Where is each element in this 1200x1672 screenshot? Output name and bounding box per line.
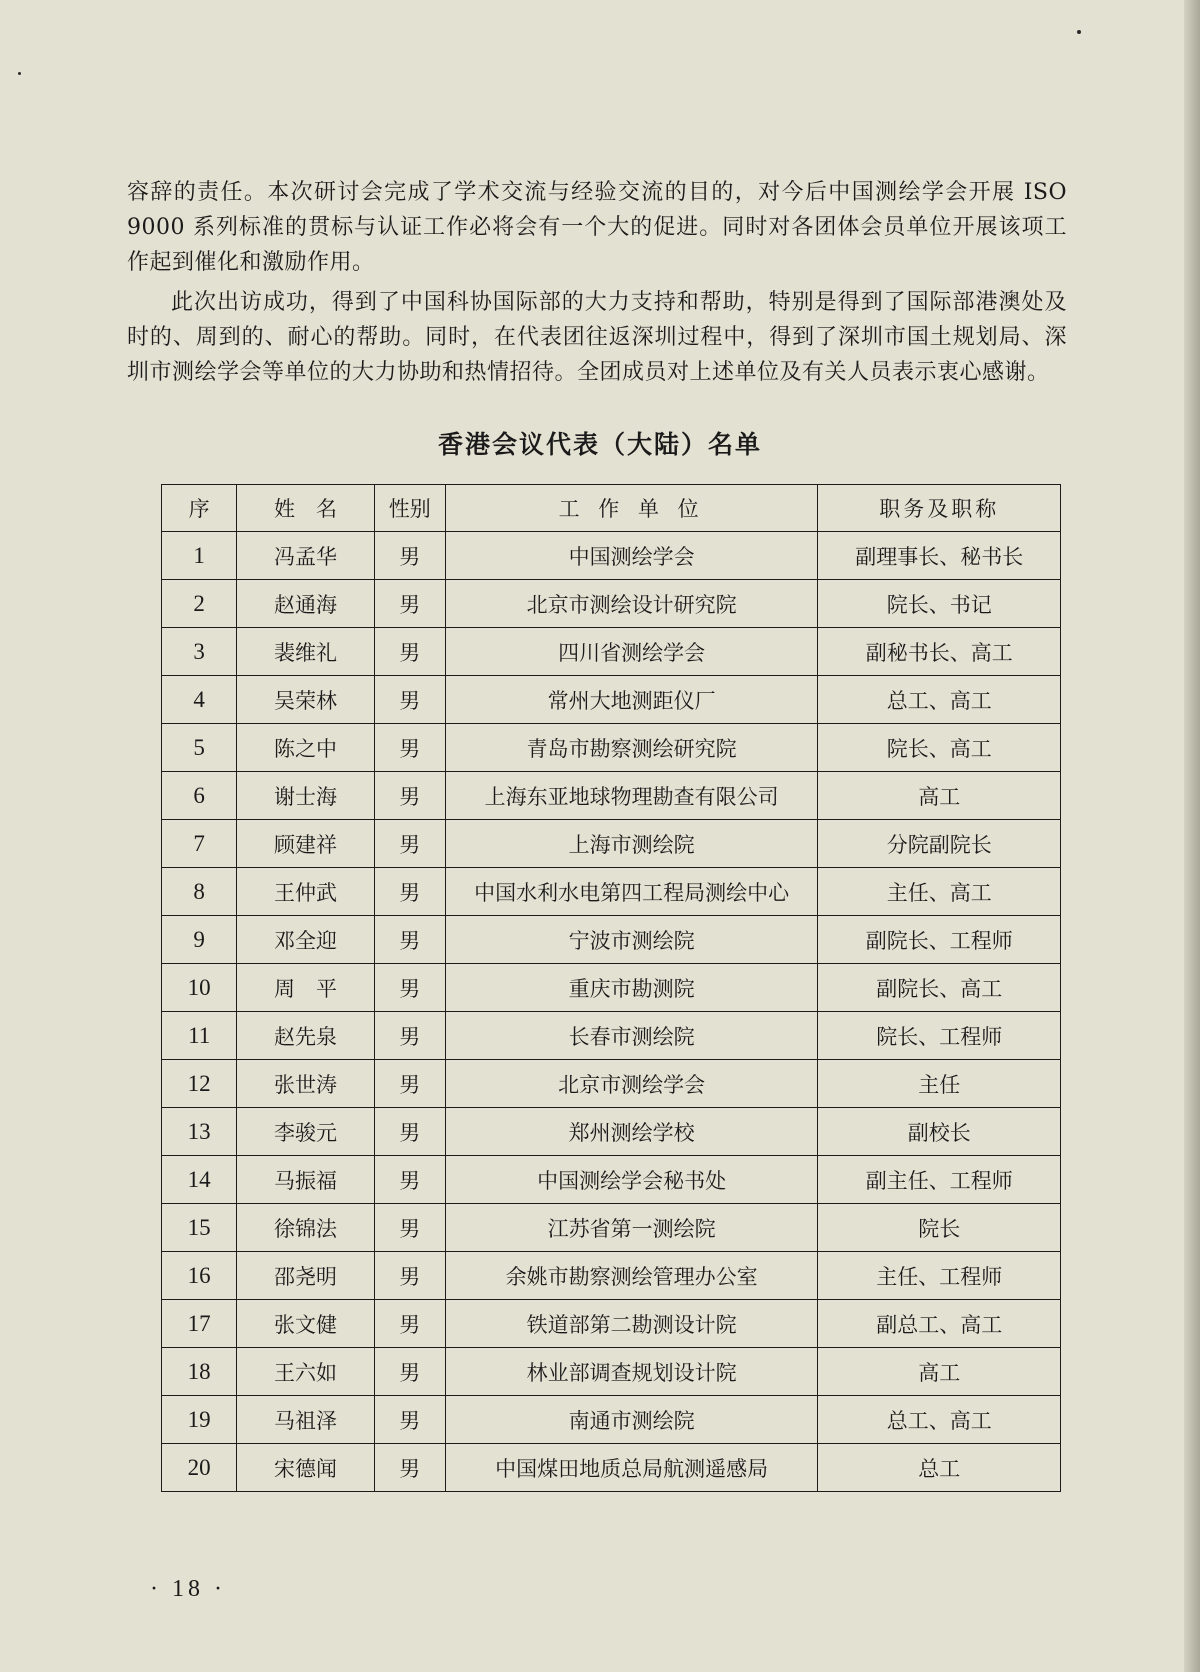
cell-sex: 男 (374, 1060, 445, 1108)
table-header-row (162, 485, 1061, 532)
list-title: 香港会议代表（大陆）名单 (437, 430, 762, 459)
cell-sex: 男 (374, 964, 445, 1012)
cell-name: 张文健 (237, 1300, 374, 1348)
cell-seq: 11 (162, 1012, 237, 1060)
cell-org: 林业部调查规划设计院 (445, 1348, 818, 1396)
delegate-table (161, 484, 1061, 1492)
cell-title: 总工、高工 (818, 676, 1061, 724)
cell-seq: 2 (162, 580, 237, 628)
cell-seq: 3 (162, 628, 237, 676)
cell-seq: 5 (162, 724, 237, 772)
page-edge-shadow (1184, 0, 1200, 1672)
cell-org: 郑州测绘学校 (445, 1108, 818, 1156)
table-row (162, 1444, 1061, 1492)
cell-name: 赵通海 (237, 580, 374, 628)
page-number: · 18 · (150, 1576, 226, 1602)
cell-name: 张世涛 (237, 1060, 374, 1108)
cell-seq: 4 (162, 676, 237, 724)
cell-seq: 16 (162, 1252, 237, 1300)
cell-title: 主任、高工 (818, 868, 1061, 916)
cell-sex: 男 (374, 1012, 445, 1060)
cell-title: 副院长、高工 (818, 964, 1061, 1012)
cell-seq: 9 (162, 916, 237, 964)
cell-sex: 男 (374, 868, 445, 916)
table-row (162, 916, 1061, 964)
cell-sex: 男 (374, 1204, 445, 1252)
cell-seq: 17 (162, 1300, 237, 1348)
cell-title: 副理事长、秘书长 (818, 532, 1061, 580)
body-paragraph-2: 此次出访成功，得到了中国科协国际部的大力支持和帮助，特别是得到了国际部港澳处及时的、周到的、耐心的帮助。同时，在代表团往返深圳过程中，得到了深圳市国土规划局、深圳市测绘学会等单位的大力协助和热情招待。全团成员对上述单位及有关人员表示衷心感谢。 (127, 290, 1067, 385)
cell-sex: 男 (374, 1252, 445, 1300)
table-row (162, 676, 1061, 724)
cell-seq: 8 (162, 868, 237, 916)
table-row (162, 964, 1061, 1012)
cell-title: 院长、高工 (818, 724, 1061, 772)
cell-org: 江苏省第一测绘院 (445, 1204, 818, 1252)
cell-sex: 男 (374, 820, 445, 868)
cell-title: 副主任、工程师 (818, 1156, 1061, 1204)
cell-title: 副总工、高工 (818, 1300, 1061, 1348)
cell-name: 王六如 (237, 1348, 374, 1396)
table-row (162, 628, 1061, 676)
cell-title: 主任 (818, 1060, 1061, 1108)
cell-seq: 14 (162, 1156, 237, 1204)
cell-sex: 男 (374, 1300, 445, 1348)
cell-title: 总工、高工 (818, 1396, 1061, 1444)
cell-org: 中国测绘学会秘书处 (445, 1156, 818, 1204)
cell-title: 主任、工程师 (818, 1252, 1061, 1300)
cell-name: 邓全迎 (237, 916, 374, 964)
cell-seq: 15 (162, 1204, 237, 1252)
cell-org: 上海市测绘院 (445, 820, 818, 868)
cell-seq: 19 (162, 1396, 237, 1444)
cell-org: 北京市测绘设计研究院 (445, 580, 818, 628)
cell-sex: 男 (374, 916, 445, 964)
cell-org: 长春市测绘院 (445, 1012, 818, 1060)
cell-sex: 男 (374, 676, 445, 724)
table-row (162, 1108, 1061, 1156)
cell-org: 上海东亚地球物理勘查有限公司 (445, 772, 818, 820)
table-row (162, 868, 1061, 916)
table-row (162, 1012, 1061, 1060)
cell-title: 高工 (818, 1348, 1061, 1396)
cell-org: 宁波市测绘院 (445, 916, 818, 964)
cell-sex: 男 (374, 772, 445, 820)
cell-name: 李骏元 (237, 1108, 374, 1156)
cell-name: 谢士海 (237, 772, 374, 820)
cell-name: 邵尧明 (237, 1252, 374, 1300)
cell-name: 宋德闻 (237, 1444, 374, 1492)
table-row (162, 1396, 1061, 1444)
table-row (162, 820, 1061, 868)
table-row (162, 1156, 1061, 1204)
cell-name: 裴维礼 (237, 628, 374, 676)
cell-name: 吴荣林 (237, 676, 374, 724)
cell-seq: 1 (162, 532, 237, 580)
table-row (162, 1204, 1061, 1252)
cell-name: 王仲武 (237, 868, 374, 916)
header-seq: 序 (162, 485, 237, 532)
cell-org: 青岛市勘察测绘研究院 (445, 724, 818, 772)
cell-title: 分院副院长 (818, 820, 1061, 868)
header-sex: 性别 (374, 485, 445, 532)
cell-seq: 7 (162, 820, 237, 868)
cell-sex: 男 (374, 1348, 445, 1396)
table-row (162, 532, 1061, 580)
table-row (162, 580, 1061, 628)
cell-name: 徐锦法 (237, 1204, 374, 1252)
cell-sex: 男 (374, 724, 445, 772)
cell-name: 赵先泉 (237, 1012, 374, 1060)
cell-seq: 12 (162, 1060, 237, 1108)
cell-org: 中国测绘学会 (445, 532, 818, 580)
cell-title: 副院长、工程师 (818, 916, 1061, 964)
cell-name: 马振福 (237, 1156, 374, 1204)
table-row (162, 1300, 1061, 1348)
cell-name: 顾建祥 (237, 820, 374, 868)
cell-sex: 男 (374, 1444, 445, 1492)
cell-seq: 6 (162, 772, 237, 820)
cell-title: 总工 (818, 1444, 1061, 1492)
cell-seq: 18 (162, 1348, 237, 1396)
table-row (162, 1252, 1061, 1300)
cell-name: 冯孟华 (237, 532, 374, 580)
paper-speck (18, 72, 21, 75)
header-title: 职务及职称 (818, 485, 1061, 532)
cell-seq: 13 (162, 1108, 237, 1156)
cell-org: 南通市测绘院 (445, 1396, 818, 1444)
cell-name: 马祖泽 (237, 1396, 374, 1444)
cell-name: 周 平 (237, 964, 374, 1012)
cell-title: 院长 (818, 1204, 1061, 1252)
table-row (162, 1060, 1061, 1108)
table-row (162, 1348, 1061, 1396)
cell-sex: 男 (374, 628, 445, 676)
cell-org: 常州大地测距仪厂 (445, 676, 818, 724)
cell-org: 北京市测绘学会 (445, 1060, 818, 1108)
cell-seq: 20 (162, 1444, 237, 1492)
cell-org: 重庆市勘测院 (445, 964, 818, 1012)
table-row (162, 724, 1061, 772)
header-org: 工 作 单 位 (445, 485, 818, 532)
cell-title: 高工 (818, 772, 1061, 820)
cell-name: 陈之中 (237, 724, 374, 772)
body-paragraph-1: 容辞的责任。本次研讨会完成了学术交流与经验交流的目的，对今后中国测绘学会开展 ISO 9000 系列标准的贯标与认证工作必将会有一个大的促进。同时对各团体会员单位开展该项工作起到催化和激励作用。 (127, 180, 1067, 275)
cell-org: 铁道部第二勘测设计院 (445, 1300, 818, 1348)
table-row (162, 772, 1061, 820)
cell-sex: 男 (374, 1156, 445, 1204)
cell-title: 院长、书记 (818, 580, 1061, 628)
table-body (162, 532, 1061, 1492)
header-name: 姓 名 (237, 485, 374, 532)
cell-seq: 10 (162, 964, 237, 1012)
paper-speck (1077, 30, 1081, 34)
cell-title: 副校长 (818, 1108, 1061, 1156)
cell-title: 副秘书长、高工 (818, 628, 1061, 676)
cell-org: 余姚市勘察测绘管理办公室 (445, 1252, 818, 1300)
cell-sex: 男 (374, 1396, 445, 1444)
cell-sex: 男 (374, 1108, 445, 1156)
cell-sex: 男 (374, 580, 445, 628)
cell-org: 中国煤田地质总局航测遥感局 (445, 1444, 818, 1492)
cell-org: 四川省测绘学会 (445, 628, 818, 676)
cell-org: 中国水利水电第四工程局测绘中心 (445, 868, 818, 916)
cell-sex: 男 (374, 532, 445, 580)
cell-title: 院长、工程师 (818, 1012, 1061, 1060)
